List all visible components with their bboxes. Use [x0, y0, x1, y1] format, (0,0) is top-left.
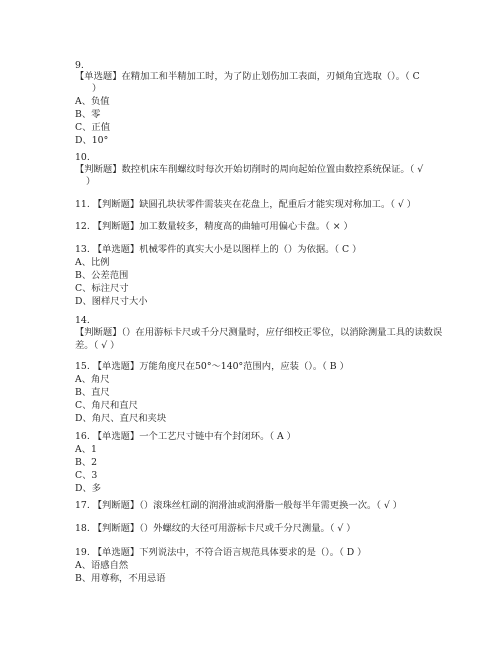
option-b: B、2 — [75, 457, 98, 468]
question-stem: 15. 【单选题】万能角度尺在50°～140°范围内，应装（）。（ B ） — [75, 361, 349, 372]
question-stem: 11. 【判断题】缺圆孔块状零件需装夹在花盘上，配重后才能实现对称加工。（ √ ） — [75, 199, 417, 210]
question-stem: 【判断题】（）在用游标卡尺或千分尺测量时，应仔细校正零位，以消除测量工具的读数误 — [75, 327, 443, 338]
question-stem: 【判断题】数控机床车削螺纹时每次开始切削时的周向起始位置由数控系统保证。（ √ — [75, 164, 424, 175]
option-a: A、1 — [75, 444, 97, 455]
option-a: A、比例 — [75, 257, 110, 268]
option-c: C、正值 — [75, 122, 111, 133]
option-b: B、直尺 — [75, 387, 110, 398]
question-stem-end: ） — [86, 176, 96, 187]
option-d: D、图样尺寸大小 — [75, 296, 148, 307]
question-stem-end: 差。（ √ ） — [75, 340, 120, 351]
question-stem: 【单选题】在精加工和半精加工时，为了防止划伤加工表面，刃倾角宜选取（）。（ C — [75, 71, 420, 82]
option-d: D、10° — [75, 135, 109, 146]
option-a: A、角尺 — [75, 374, 110, 385]
question-stem: 12. 【判断题】加工数量较多，精度高的曲轴可用偏心卡盘。（ × ） — [75, 221, 353, 232]
option-b: B、公差范围 — [75, 270, 129, 281]
question-stem: 19. 【单选题】下列说法中，不符合语言规范具体要求的是（）。（ D ） — [75, 547, 367, 558]
option-c: C、标注尺寸 — [75, 283, 129, 294]
option-b: B、零 — [75, 109, 101, 120]
question-number: 14. — [75, 315, 90, 326]
question-stem: 18. 【判断题】（）外螺纹的大径可用游标卡尺或千分尺测量。（ √ ） — [75, 523, 356, 534]
question-number: 10. — [75, 152, 90, 163]
question-number: 9. — [75, 60, 84, 71]
option-a: A、语感自然 — [75, 560, 129, 571]
option-d: D、角尺、直尺和夹块 — [75, 413, 167, 424]
option-c: C、角尺和直尺 — [75, 400, 138, 411]
option-c: C、3 — [75, 470, 98, 481]
question-stem: 13. 【单选题】机械零件的真实大小是以图样上的（）为依据。（ C ） — [75, 244, 362, 255]
question-stem: 17. 【判断题】（）滚珠丝杠副的润滑油或润滑脂一般每半年需更换一次。（ √ ） — [75, 500, 403, 511]
question-stem-end: ） — [92, 83, 102, 94]
option-b: B、用尊称，不用忌语 — [75, 573, 166, 584]
option-d: D、多 — [75, 483, 102, 494]
question-stem: 16. 【单选题】一个工艺尺寸链中有个封闭环。（ A ） — [75, 431, 296, 442]
option-a: A、负值 — [75, 96, 110, 107]
